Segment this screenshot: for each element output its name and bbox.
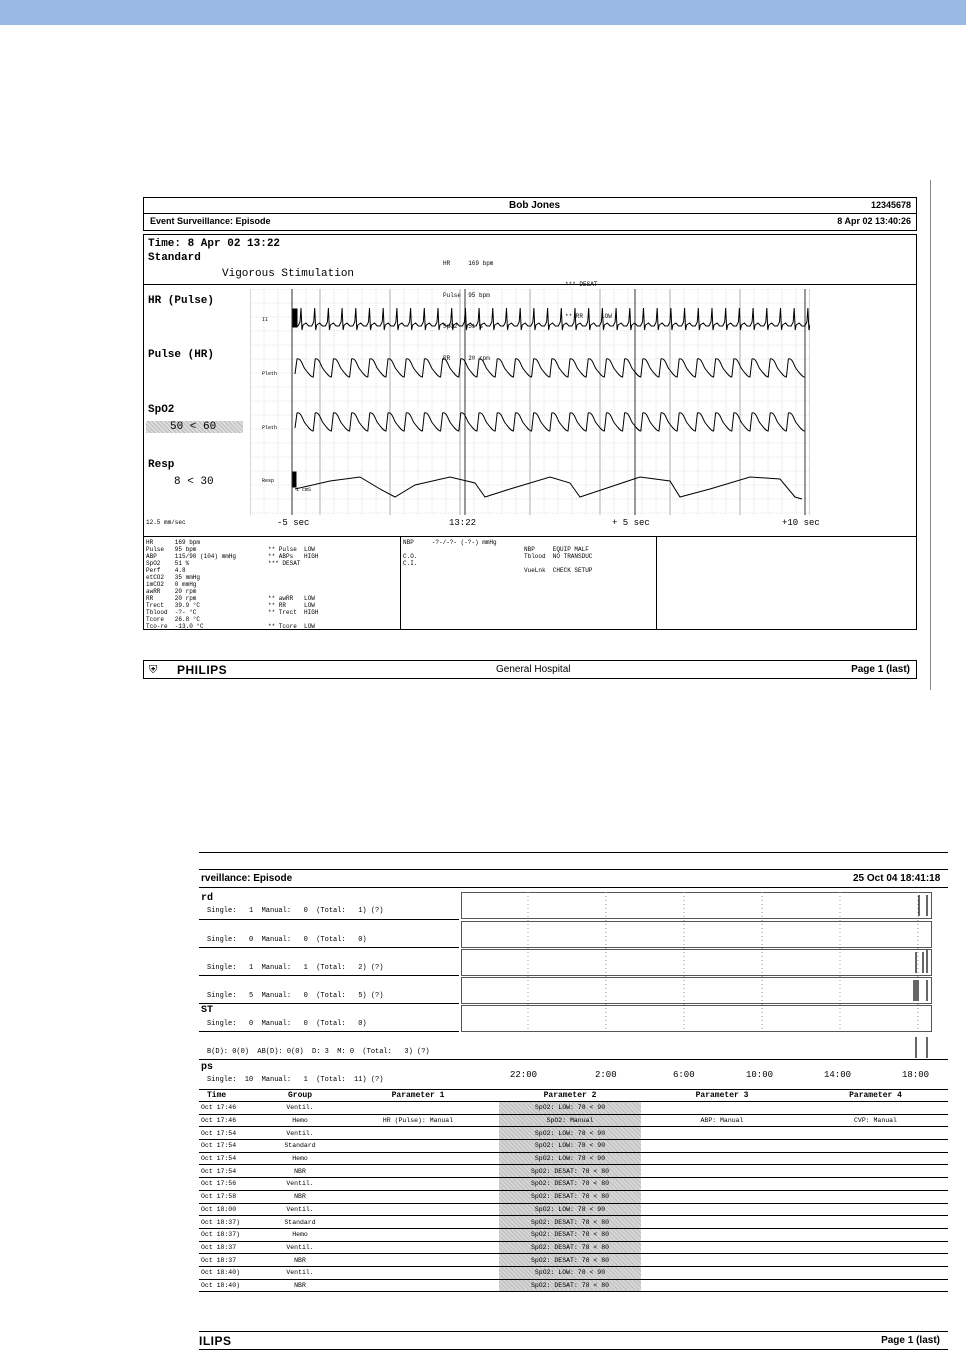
waveforms (293, 308, 810, 499)
timeline-markers (461, 892, 933, 1060)
cell-time: Oct 18:40) (199, 1279, 263, 1292)
cell-param4 (803, 1228, 948, 1241)
cell-param4 (803, 1266, 948, 1279)
cell-param2: SpO2: LOW: 78 < 90 (499, 1140, 641, 1153)
cell-param2: SpO2: DESAT: 78 < 80 (499, 1190, 641, 1203)
cell-group: Ventil. (263, 1102, 337, 1115)
cell-param4 (803, 1203, 948, 1216)
cell-param3 (641, 1266, 803, 1279)
divider (656, 536, 657, 630)
cell-param1 (337, 1165, 499, 1178)
table-row (199, 1203, 948, 1216)
cell-param3 (641, 1216, 803, 1229)
table-row (199, 1102, 948, 1115)
cell-group: Hemo (263, 1228, 337, 1241)
cell-param4 (803, 1178, 948, 1191)
trace-value-resp: 8 < 30 (174, 476, 214, 488)
wave-label-pleth-2: Pleth (262, 425, 278, 431)
table-row (199, 1165, 948, 1178)
waveform-strip (250, 289, 810, 515)
report2-footer (199, 1331, 948, 1350)
count-row: Single: 10 Manual: 1 (Total: 11) (?) (207, 1076, 384, 1084)
col-param4: Parameter 4 (803, 1090, 948, 1102)
table-row (199, 1152, 948, 1165)
cell-param1 (337, 1279, 499, 1292)
cell-param3 (641, 1241, 803, 1254)
ecg-trace (295, 308, 810, 330)
report-footer (143, 660, 917, 679)
cell-time: Oct 18:37) (199, 1216, 263, 1229)
cell-time: Oct 18:40) (199, 1266, 263, 1279)
report-title: Event Surveillance: Episode (150, 216, 271, 226)
cell-param3 (641, 1102, 803, 1115)
cell-time: Oct 17:54 (199, 1127, 263, 1140)
tick-plus10: +10 sec (782, 518, 820, 528)
report2-printed-time: 25 Oct 04 18:41:18 (853, 873, 941, 884)
cell-param1 (337, 1228, 499, 1241)
cell-param2: SpO2: DESAT: 78 < 80 (499, 1241, 641, 1254)
cell-param3 (641, 1165, 803, 1178)
cell-param1 (337, 1203, 499, 1216)
cell-param2: SpO2: LOW: 78 < 90 (499, 1102, 641, 1115)
divider (199, 887, 948, 888)
cell-group: Ventil. (263, 1241, 337, 1254)
cell-group: Standard (263, 1216, 337, 1229)
cell-param3 (641, 1127, 803, 1140)
table-row (199, 1266, 948, 1279)
cell-time: Oct 17:46 (199, 1102, 263, 1115)
divider (400, 536, 401, 630)
patient-header (143, 197, 917, 214)
header-vital: Pulse 95 bpm (443, 291, 490, 299)
group-label-groups: ps (201, 1062, 214, 1073)
trace-value-spo2: 50 < 60 (170, 421, 217, 433)
cell-param4 (803, 1152, 948, 1165)
cell-param1 (337, 1152, 499, 1165)
time-axis-label: 14:00 (824, 1070, 852, 1080)
cell-time: Oct 18:37 (199, 1254, 263, 1267)
vitals-list: HR 169 bpm Pulse 95 bpm ABP 115/90 (104) mmHg SpO2 51 % Perf 4.8 etCO2 35 mmHg imCO2 0 mmHg awRR 20 rpm RR 20 rpm Trect 39.9 °C Tblood -?- °C Tcore 26.8 °C Tco-re -13.0 °C (146, 539, 237, 630)
cell-param1 (337, 1190, 499, 1203)
cell-param1 (337, 1266, 499, 1279)
cell-time: Oct 17:54 (199, 1152, 263, 1165)
cell-time: Oct 18:37) (199, 1228, 263, 1241)
table-row (199, 1190, 948, 1203)
cell-param4: CVP: Manual (803, 1114, 948, 1127)
table-row (199, 1216, 948, 1229)
cell-group: Hemo (263, 1152, 337, 1165)
cell-time: Oct 18:37 (199, 1241, 263, 1254)
cell-param1 (337, 1216, 499, 1229)
cell-time: Oct 17:54 (199, 1140, 263, 1153)
cell-param2: SpO2: DESAT: 78 < 80 (499, 1279, 641, 1292)
footer-brand: PHILIPS (177, 663, 228, 677)
cell-param1 (337, 1140, 499, 1153)
cell-param4 (803, 1190, 948, 1203)
cell-param1 (337, 1102, 499, 1115)
cell-param1 (337, 1178, 499, 1191)
divider (199, 947, 459, 948)
header-vital: SpO2 51 % (443, 323, 483, 330)
time-axis-label: 22:00 (510, 1070, 538, 1080)
trace-label-hr: HR (Pulse) (148, 295, 215, 307)
table-row (199, 1114, 948, 1127)
cell-param4 (803, 1165, 948, 1178)
resp-calibration-bar (293, 472, 296, 487)
top-banner (0, 0, 966, 25)
count-row: Single: 5 Manual: 0 (Total: 5) (?) (207, 992, 384, 1000)
pleth-trace-2 (295, 413, 805, 431)
count-row: B(D): 0(0) AB(D): 0(0) D: 3 M: 0 (Total: 3) (?) (207, 1048, 430, 1056)
cell-param4 (803, 1127, 948, 1140)
cell-param2: SpO2: LOW: 78 < 90 (499, 1203, 641, 1216)
cell-param2: SpO2: DESAT: 78 < 80 (499, 1216, 641, 1229)
cell-group: NBR (263, 1279, 337, 1292)
patient-name: Bob Jones (509, 200, 561, 211)
cell-param3 (641, 1228, 803, 1241)
divider (199, 1031, 459, 1032)
event-time: Time: 8 Apr 02 13:22 (148, 238, 281, 250)
cell-time: Oct 18:00 (199, 1203, 263, 1216)
cell-param3 (641, 1152, 803, 1165)
inop-list: NBP EQUIP MALF Tblood NO TRANSDUC VueLnk CHECK SETUP (524, 546, 593, 574)
report-title-bar (143, 214, 917, 231)
cell-group: Ventil. (263, 1178, 337, 1191)
cell-time: Oct 17:56 (199, 1178, 263, 1191)
event-annotation: Vigorous Stimulation (222, 268, 355, 280)
cell-time: Oct 17:54 (199, 1165, 263, 1178)
episode-table (199, 1089, 948, 1292)
cell-param2: SpO2: Manual (499, 1114, 641, 1127)
footer-hospital: General Hospital (496, 664, 571, 675)
cell-group: Ventil. (263, 1127, 337, 1140)
cell-param3 (641, 1279, 803, 1292)
wave-label-ii: II (262, 317, 269, 323)
cell-group: Ventil. (263, 1266, 337, 1279)
page-margin-rule (930, 180, 931, 690)
cell-param4 (803, 1279, 948, 1292)
time-axis-label: 2:00 (595, 1070, 617, 1080)
table-header-row (199, 1090, 948, 1102)
cell-time: Oct 17:58 (199, 1190, 263, 1203)
report2-title: rveillance: Episode (201, 873, 293, 884)
patient-id: 12345678 (870, 200, 911, 210)
trace-label-pulse: Pulse (HR) (148, 349, 215, 361)
report-printed-time: 8 Apr 02 13:40:26 (837, 216, 911, 226)
cell-group: NBR (263, 1190, 337, 1203)
divider (143, 536, 917, 537)
cell-param2: SpO2: LOW: 78 < 90 (499, 1152, 641, 1165)
trace-label-resp: Resp (148, 459, 175, 471)
footer-page: Page 1 (last) (851, 664, 910, 675)
count-row: Single: 0 Manual: 0 (Total: 0) (207, 936, 367, 944)
cell-param4 (803, 1241, 948, 1254)
table-row (199, 1279, 948, 1292)
col-group: Group (263, 1090, 337, 1102)
col-param2: Parameter 2 (499, 1090, 641, 1102)
cell-group: Hemo (263, 1114, 337, 1127)
tick-1322: 13:22 (449, 518, 477, 528)
cell-param3 (641, 1254, 803, 1267)
cell-param2: SpO2: DESAT: 78 < 80 (499, 1165, 641, 1178)
cell-group: NBR (263, 1165, 337, 1178)
cell-param3: ABP: Manual (641, 1114, 803, 1127)
group-label-standard: rd (201, 893, 214, 904)
wave-label-pleth-1: Pleth (262, 371, 278, 377)
ecg-calibration-bar (293, 309, 297, 327)
time-axis-label: 10:00 (746, 1070, 774, 1080)
cell-param2: SpO2: DESAT: 78 < 80 (499, 1254, 641, 1267)
cell-param4 (803, 1254, 948, 1267)
footer-page: Page 1 (last) (881, 1335, 940, 1346)
cell-param3 (641, 1203, 803, 1216)
header-vital: HR 169 bpm (443, 260, 494, 267)
divider (199, 1003, 459, 1004)
cell-param1: HR (Pulse): Manual (337, 1114, 499, 1127)
cell-param4 (803, 1102, 948, 1115)
divider (199, 975, 459, 976)
cell-param3 (641, 1140, 803, 1153)
col-param1: Parameter 1 (337, 1090, 499, 1102)
col-param3: Parameter 3 (641, 1090, 803, 1102)
event-group: Standard (148, 252, 201, 264)
table-row (199, 1241, 948, 1254)
cell-param1 (337, 1241, 499, 1254)
group-label-st: ST (201, 1005, 214, 1016)
cell-group: NBR (263, 1254, 337, 1267)
cell-group: Ventil. (263, 1203, 337, 1216)
cell-param2: SpO2: LOW: 78 < 90 (499, 1127, 641, 1140)
divider (199, 852, 948, 853)
time-axis-label: 6:00 (673, 1070, 695, 1080)
tick-plus5: + 5 sec (612, 518, 650, 528)
table-row (199, 1127, 948, 1140)
sweep-speed: 12.5 mm/sec (146, 519, 186, 526)
time-axis-label: 18:00 (902, 1070, 930, 1080)
header-alarm: ** RR LOW (565, 312, 612, 320)
resp-scale-marker: 1 cmS (296, 487, 312, 493)
cell-param2: SpO2: DESAT: 78 < 80 (499, 1178, 641, 1191)
count-row: Single: 1 Manual: 1 (Total: 2) (?) (207, 964, 384, 972)
table-row (199, 1254, 948, 1267)
cell-param1 (337, 1254, 499, 1267)
count-row: Single: 1 Manual: 0 (Total: 1) (?) (207, 907, 384, 915)
nbp-list: NBP -?-/-?- (-?-) mmHg C.O. C.I. (403, 539, 497, 567)
alarms-list: ** Pulse LOW ** ABPs HIGH *** DESAT ** awRR LOW ** RR LOW ** Trect HIGH ** Tcore LOW (268, 546, 319, 630)
count-row: Single: 0 Manual: 0 (Total: 0) (207, 1020, 367, 1028)
trace-label-spo2: SpO2 (148, 404, 175, 416)
tick-minus5: -5 sec (277, 518, 310, 528)
divider (199, 919, 459, 920)
philips-shield-icon: ⛨ (149, 664, 158, 676)
cell-param2: SpO2: LOW: 78 < 90 (499, 1266, 641, 1279)
divider (143, 284, 917, 285)
cell-param2: SpO2: DESAT: 78 < 80 (499, 1228, 641, 1241)
cell-param3 (641, 1190, 803, 1203)
table-row (199, 1178, 948, 1191)
table-row (199, 1140, 948, 1153)
cell-param4 (803, 1140, 948, 1153)
header-vital: RR 20 rpm (443, 354, 490, 362)
footer-brand: ILIPS (199, 1334, 232, 1348)
cell-param4 (803, 1216, 948, 1229)
cell-param3 (641, 1178, 803, 1191)
divider (199, 869, 948, 870)
cell-param1 (337, 1127, 499, 1140)
cell-group: Standard (263, 1140, 337, 1153)
cell-time: Oct 17:46 (199, 1114, 263, 1127)
pleth-trace-1 (295, 359, 805, 377)
col-time: Time (199, 1090, 263, 1102)
wave-label-resp: Resp (262, 478, 275, 484)
table-row (199, 1228, 948, 1241)
